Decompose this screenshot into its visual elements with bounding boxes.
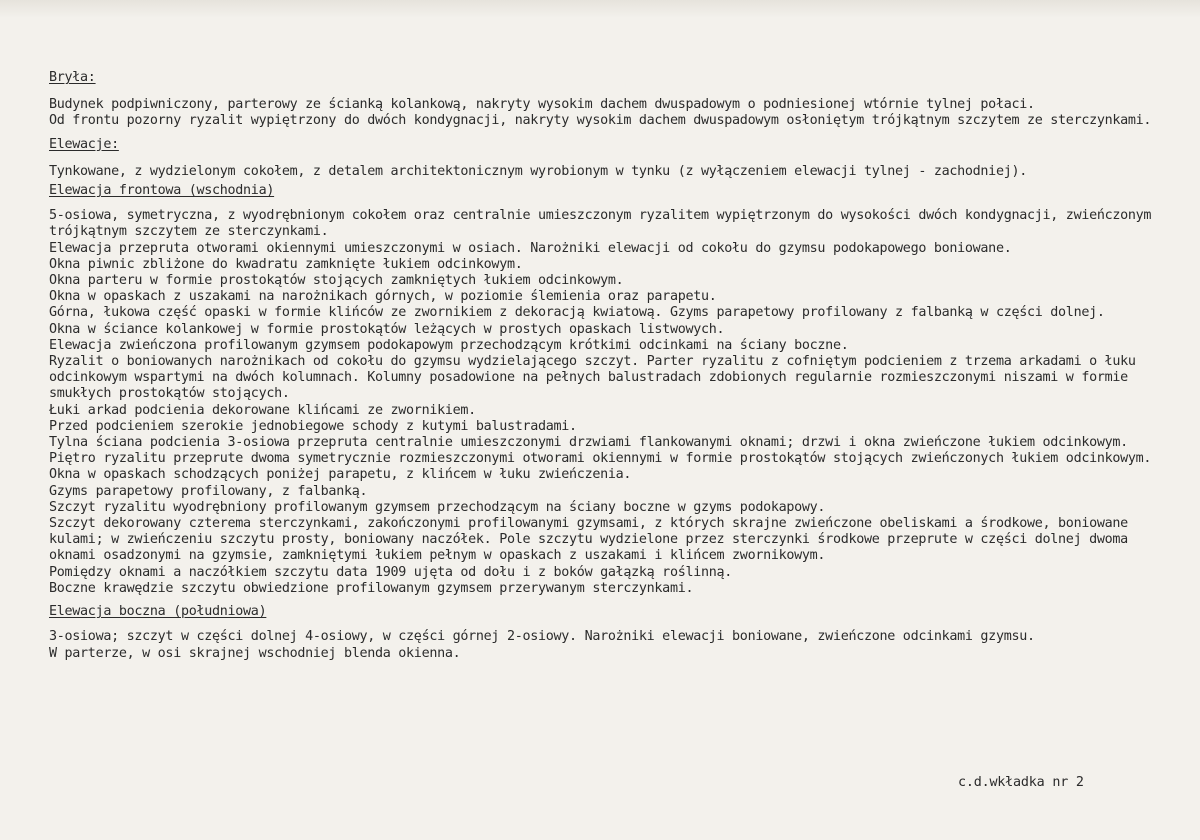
paragraph: Ryzalit o boniowanych narożnikach od cokołu do gzymsu wydzielającego szczyt. Parter ryzalitu z cofniętym podcieniem z trzema arkadami o łuku odcinkowym wspartymi na dwóch kolumnach. Kolumny posadowione na pełnych balustradach zdobionych regularnie rozmieszczonymi niszami w formie smukłych prostokątów stojących. (49, 354, 1136, 402)
page-top-edge (0, 0, 1200, 18)
section-elewacja-boczna (49, 604, 1159, 662)
paragraph: Elewacja przepruta otworami okiennymi umieszczonymi w osiach. Narożniki elewacji od cokołu do gzymsu podokapowego boniowane. (49, 240, 1012, 256)
section-heading: Elewacje: (49, 136, 119, 152)
document-body (49, 70, 1159, 662)
paragraph: 5-osiowa, symetryczna, z wyodrębnionym cokołem oraz centralnie umieszczonym ryzalitem wypiętrzonym do wysokości dwóch kondygnacji, zwieńczonym trójkątnym szczytem ze sterczynkami. (49, 208, 1152, 240)
section-heading: Bryła: (49, 70, 96, 85)
paragraph: Pomiędzy oknami a naczółkiem szczytu data 1909 ujęta od dołu i z boków gałązką roślinną. (49, 564, 733, 580)
paragraph: Łuki arkad podcienia dekorowane klińcami ze zwornikiem. (49, 402, 476, 418)
paragraph: Boczne krawędzie szczytu obwiedzione profilowanym gzymsem przerywanym sterczynkami. (49, 580, 694, 596)
section-heading: Elewacja frontowa (wschodnia) (49, 183, 275, 199)
section-bryla (49, 70, 1159, 130)
paragraph: Okna piwnic zbliżone do kwadratu zamknięte łukiem odcinkowym. (49, 256, 523, 272)
paragraph: Okna w ściance kolankowej w formie prostokątów leżących w prostych opaskach listwowych. (49, 321, 725, 337)
paragraph: Piętro ryzalitu przeprute dwoma symetrycznie rozmieszczonymi otworami okiennymi w formie prostokątów stojących zwieńczonych łukiem odcinkowym. Okna w opaskach schodzących poniżej parapetu, z klińcem w łuku zwieńczenia. (49, 451, 1152, 483)
paragraph: Okna parteru w formie prostokątów stojących zamkniętych łukiem odcinkowym. (49, 273, 624, 289)
section-elewacja-frontowa (49, 183, 1159, 597)
section-heading: Elewacja boczna (południowa) (49, 604, 267, 620)
paragraph: Przed podcieniem szerokie jednobiegowe schody z kutymi balustradami. (49, 418, 577, 434)
paragraph: Górna, łukowa część opaski w formie klińców ze zwornikiem z dekoracją kwiatową. Gzyms parapetowy profilowany z falbanką w części dolnej. (49, 305, 1105, 321)
paragraph: 3-osiowa; szczyt w części dolnej 4-osiowy, w części górnej 2-osiowy. Narożniki elewacji boniowane, zwieńczone odcinkami gzymsu. (49, 629, 1035, 645)
paragraph: Okna w opaskach z uszakami na narożnikach górnych, w poziomie ślemienia oraz parapetu. (49, 289, 717, 305)
continuation-note: c.d.wkładka nr 2 (958, 775, 1084, 790)
paragraph: Szczyt dekorowany czterema sterczynkami, zakończonymi profilowanymi gzymsami, z których skrajne zwieńczone obeliskami a środkowe, boniowane kulami; w zwieńczeniu szczytu prosty, boniowany naczółek. Pole szczytu wydzielone przez sterczynki środkowe przeprute w części dolnej dwoma oknami osadzonymi na gzymsie, zamkniętymi łukiem pełnym w opaskach z uszakami i klińcem zwornikowym. (49, 516, 1128, 564)
paragraph: Tynkowane, z wydzielonym cokołem, z detalem architektonicznym wyrobionym w tynku (z wyłączeniem elewacji tylnej - zachodniej). (49, 163, 1027, 179)
paragraph: Od frontu pozorny ryzalit wypiętrzony do dwóch kondygnacji, nakryty wysokim dachem dwuspadowym osłoniętym trójkątnym szczytem ze sterczynkami. (49, 113, 1152, 129)
paragraph: Budynek podpiwniczony, parterowy ze ścianką kolankową, nakryty wysokim dachem dwuspadowym o podniesionej wtórnie tylnej połaci. (49, 97, 1035, 113)
paragraph: Elewacja zwieńczona profilowanym gzymsem podokapowym przechodzącym krótkimi odcinkami na ściany boczne. (49, 337, 849, 353)
paragraph: W parterze, w osi skrajnej wschodniej blenda okienna. (49, 645, 461, 661)
paragraph: Gzyms parapetowy profilowany, z falbanką. (49, 483, 368, 499)
paragraph: Szczyt ryzalitu wyodrębniony profilowanym gzymsem przechodzącym na ściany boczne w gzyms podokapowy. (49, 499, 826, 515)
section-elewacje (49, 137, 1159, 180)
paragraph: Tylna ściana podcienia 3-osiowa przepruta centralnie umieszczonymi drzwiami flankowanymi oknami; drzwi i okna zwieńczone łukiem odcinkowym. (49, 435, 1128, 451)
